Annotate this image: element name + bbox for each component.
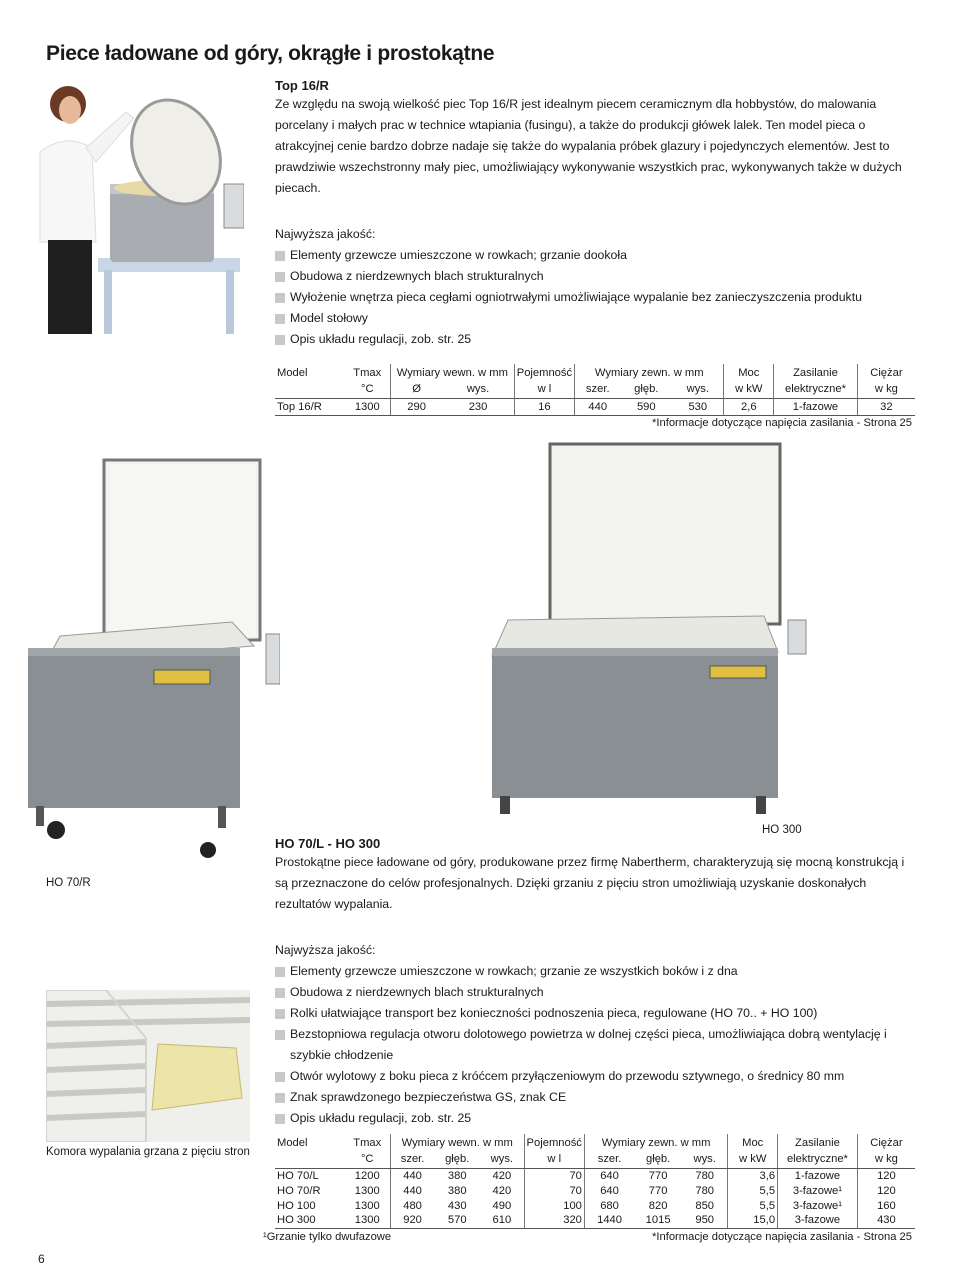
ho300-photo: [488, 440, 808, 816]
table-cell: 680: [584, 1198, 634, 1213]
table-header-row: [275, 364, 915, 381]
table-cell: 5,5: [728, 1198, 778, 1213]
table-cell: 490: [492, 1199, 512, 1212]
table-cell: 430: [857, 1213, 915, 1228]
col-subheader: wys.: [686, 383, 709, 396]
col-header: Zasilanie: [774, 364, 858, 381]
col-header: Tmax: [353, 366, 382, 379]
col-header: Ciężar: [857, 1134, 915, 1151]
ho70r-caption: HO 70/R: [46, 877, 91, 889]
table-cell: 120: [857, 1168, 915, 1183]
top16-photo: [26, 72, 244, 334]
table-cell: 230: [442, 398, 514, 415]
table-cell: 3-fazowe¹: [778, 1198, 858, 1213]
table-subheader-row: [275, 381, 915, 398]
table-cell: 530: [672, 398, 724, 415]
col-header: Model: [277, 1136, 308, 1149]
section2-footnote-right: *Informacje dotyczące napięcia zasilania - Strona 25: [652, 1231, 912, 1243]
section2-bullet-list: [275, 961, 915, 1129]
col-subheader: głęb.: [434, 1151, 480, 1168]
table-cell: 640: [584, 1183, 634, 1198]
col-header: Zasilanie: [778, 1134, 858, 1151]
col-header: Pojemność: [514, 364, 574, 381]
col-subheader: głęb.: [634, 1151, 682, 1168]
table-cell: 1300: [354, 1184, 380, 1197]
table-header-row: [275, 1134, 915, 1151]
bullet-item: Wyłożenie wnętrza pieca cegłami ogniotrwałymi umożliwiające wypalanie bez zanieczyszczenia produktu: [275, 287, 935, 308]
table-row: [275, 1213, 915, 1228]
table-cell: 920: [390, 1213, 434, 1228]
table-cell: 1015: [634, 1213, 682, 1228]
bullet-item: Elementy grzewcze umieszczone w rowkach; grzanie dookoła: [275, 245, 935, 266]
col-header: Tmax: [353, 1136, 382, 1149]
top16-spec-table: [275, 364, 915, 416]
table-cell: 780: [695, 1184, 715, 1197]
col-subheader: szer.: [584, 1151, 634, 1168]
table-cell: 1300: [345, 398, 391, 415]
table-cell: HO 70/L: [277, 1169, 319, 1182]
table-cell: 820: [648, 1199, 668, 1212]
col-subheader: °C: [345, 1151, 391, 1168]
table-cell: 420: [492, 1184, 512, 1197]
col-subheader: w l: [524, 1151, 584, 1168]
table-row: [275, 398, 915, 415]
col-header: Wymiary wewn. w mm: [390, 1134, 524, 1151]
table-cell: 380: [447, 1169, 467, 1182]
col-subheader: w kW: [728, 1151, 778, 1168]
table-cell: 780: [695, 1169, 715, 1182]
table-cell: 590: [620, 398, 672, 415]
col-header: Ciężar: [857, 364, 915, 381]
table-cell: 160: [857, 1198, 915, 1213]
table-cell: 440: [575, 398, 621, 415]
col-subheader: elektryczne*: [778, 1151, 858, 1168]
section1-paragraph: Ze względu na swoją wielkość piec Top 16/R jest idealnym piecem ceramicznym dla hobbystów, do malowania porcelany i małych prac w technice wtapiania (fusingu), a także do produkcji główek lalek. Ten model pieca o atrakcyjnej cenie bardzo dobrze nadaje się także do wypalania próbek glazury i pojedynczych elementów. Jest to prawdziwie wszechstronny mały piec, umożliwiający wykonywanie wszystkich prac, wykonywanych także w dużych piecach.: [275, 97, 902, 195]
table-cell: 2,6: [724, 398, 774, 415]
table-cell: 3-fazowe: [778, 1213, 858, 1228]
table-cell: 1440: [584, 1213, 634, 1228]
col-subheader: °C: [360, 383, 374, 396]
col-header: Wymiary zewn. w mm: [584, 1134, 727, 1151]
col-subheader: w kg: [857, 1151, 915, 1168]
bullet-item: Obudowa z nierdzewnych blach strukturalnych: [275, 982, 915, 1003]
chamber-photo: [46, 990, 250, 1142]
section2-heading: HO 70/L - HO 300: [275, 836, 381, 851]
table-cell: HO 70/R: [277, 1184, 321, 1197]
col-subheader: wys.: [480, 1151, 524, 1168]
section1-footnote: *Informacje dotyczące napięcia zasilania - Strona 25: [652, 417, 912, 429]
table-cell: 32: [857, 398, 915, 415]
table-cell: 1-fazowe: [778, 1168, 858, 1183]
table-cell: 770: [648, 1169, 668, 1182]
col-subheader: szer.: [390, 1151, 434, 1168]
col-header: Wymiary zewn. w mm: [575, 364, 724, 381]
table-cell: HO 300: [275, 1213, 345, 1228]
table-cell: 380: [447, 1184, 467, 1197]
table-cell: 100: [524, 1198, 584, 1213]
table-cell: 640: [584, 1168, 634, 1183]
col-header: Wymiary wewn. w mm: [390, 364, 514, 381]
section1-bullet-list: [275, 245, 935, 350]
ho-spec-table: [275, 1134, 915, 1229]
section2-footnote-left: ¹Grzanie tylko dwufazowe: [263, 1231, 392, 1243]
col-subheader: elektryczne*: [774, 381, 858, 398]
table-subheader-row: [275, 1151, 915, 1168]
table-cell: 1300: [345, 1213, 391, 1228]
col-subheader: w kW: [724, 381, 774, 398]
table-cell: 570: [434, 1213, 480, 1228]
table-cell: Top 16/R: [275, 398, 345, 415]
bullet-item: Otwór wylotowy z boku pieca z króćcem przyłączeniowym do przewodu sztywnego, o średnicy 80 mm: [275, 1066, 915, 1087]
section2-quality-label: Najwyższa jakość:: [275, 943, 376, 957]
table-cell: 290: [390, 398, 442, 415]
col-header: Moc: [728, 1134, 778, 1151]
ho300-caption: HO 300: [762, 824, 802, 836]
section2-paragraph: Prostokątne piece ładowane od góry, produkowane przez firmę Nabertherm, charakteryzują się mocną konstrukcją i są przeznaczone do celów profesjonalnych. Dzięki grzaniu z pięciu stron umożliwiają uzyskanie doskonałych rezultatów wypalania.: [275, 855, 905, 911]
bullet-item: Model stołowy: [275, 308, 935, 329]
ho70r-photo: [22, 446, 280, 858]
col-subheader: wys.: [682, 1151, 728, 1168]
bullet-item: Opis układu regulacji, zob. str. 25: [275, 1108, 915, 1129]
table-cell: 5,5: [728, 1183, 778, 1198]
table-cell: 430: [447, 1199, 467, 1212]
bullet-item: Opis układu regulacji, zob. str. 25: [275, 329, 935, 350]
col-subheader: Ø: [390, 381, 442, 398]
bullet-item: Obudowa z nierdzewnych blach strukturalnych: [275, 266, 935, 287]
table-cell: 70: [524, 1183, 584, 1198]
col-subheader: wys.: [466, 383, 490, 396]
bullet-item: Znak sprawdzonego bezpieczeństwa GS, znak CE: [275, 1087, 915, 1108]
bullet-item: Elementy grzewcze umieszczone w rowkach; grzanie ze wszystkich boków i z dna: [275, 961, 915, 982]
table-cell: 950: [682, 1213, 728, 1228]
section1-heading: Top 16/R: [275, 78, 329, 93]
table-cell: 480: [390, 1198, 434, 1213]
col-header: Pojemność: [524, 1134, 584, 1151]
table-cell: 3-fazowe¹: [778, 1183, 858, 1198]
page-title: Piece ładowane od góry, okrągłe i prostokątne: [46, 42, 495, 65]
col-header: Moc: [724, 364, 774, 381]
table-cell: 1200: [354, 1169, 380, 1182]
table-cell: 120: [857, 1183, 915, 1198]
col-header: Model: [277, 366, 308, 379]
table-cell: 440: [390, 1168, 434, 1183]
table-cell: 850: [695, 1199, 715, 1212]
table-cell: HO 100: [277, 1199, 316, 1212]
table-cell: 16: [514, 398, 574, 415]
section1-quality-label: Najwyższa jakość:: [275, 227, 376, 241]
table-cell: 770: [648, 1184, 668, 1197]
table-cell: 3,6: [728, 1168, 778, 1183]
table-cell: 320: [524, 1213, 584, 1228]
table-cell: 440: [390, 1183, 434, 1198]
table-cell: 70: [524, 1168, 584, 1183]
table-cell: 610: [480, 1213, 524, 1228]
table-row: [275, 1183, 915, 1198]
table-cell: 1300: [354, 1199, 380, 1212]
bullet-item: Bezstopniowa regulacja otworu dolotowego powietrza w dolnej części pieca, umożliwiająca dobrą wentylację i szybkie chłodzenie: [275, 1024, 915, 1066]
table-row: [275, 1198, 915, 1213]
page-number: 6: [38, 1252, 45, 1266]
col-subheader: głęb.: [634, 383, 659, 396]
col-subheader: w l: [514, 381, 574, 398]
bullet-item: Rolki ułatwiające transport bez konieczności podnoszenia pieca, regulowane (HO 70.. + HO 100): [275, 1003, 915, 1024]
col-subheader: szer.: [575, 381, 621, 398]
table-cell: 1-fazowe: [774, 398, 858, 415]
col-subheader: w kg: [857, 381, 915, 398]
table-row: [275, 1168, 915, 1183]
chamber-caption: Komora wypalania grzana z pięciu stron: [46, 1146, 250, 1158]
table-cell: 15,0: [728, 1213, 778, 1228]
table-cell: 420: [492, 1169, 512, 1182]
